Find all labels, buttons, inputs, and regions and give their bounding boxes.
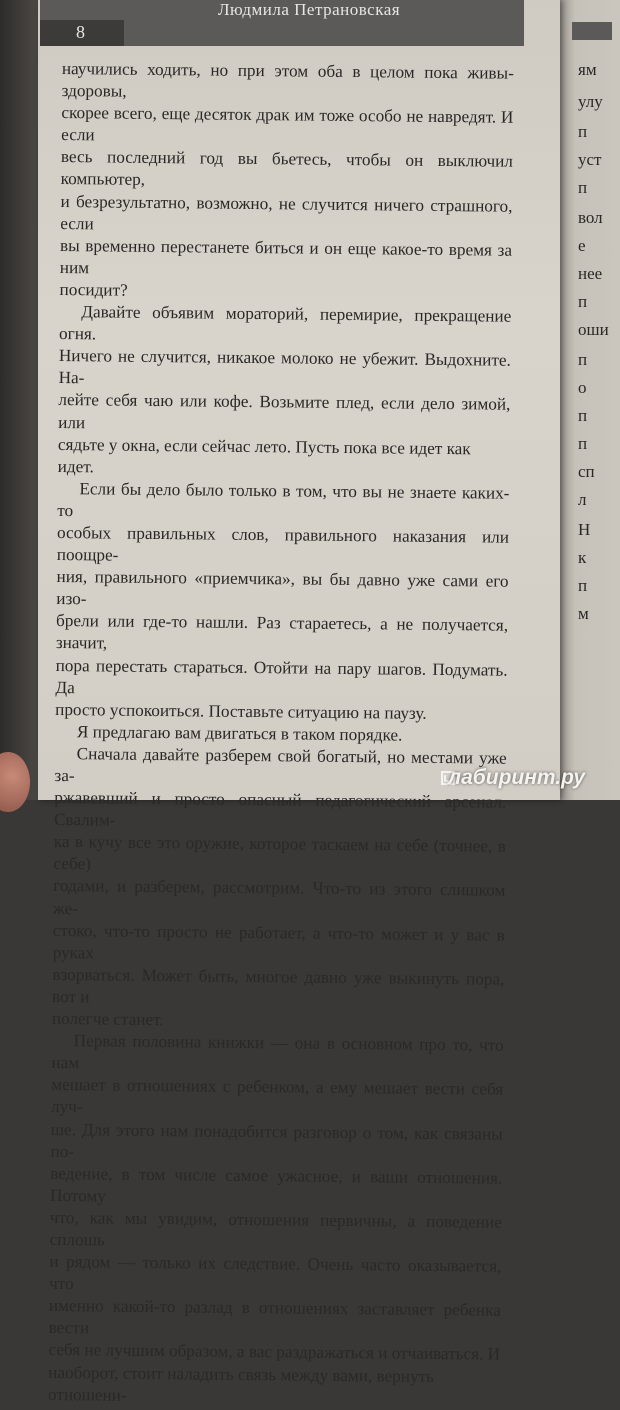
text-line: пора перестать стараться. Отойти на пару шагов. Подумать. Да bbox=[55, 655, 508, 697]
right-page-fragment: Н bbox=[578, 520, 591, 539]
text-line: просто успокоиться. Поставьте ситуацию на паузу. bbox=[55, 699, 427, 723]
right-page-fragment: п bbox=[578, 406, 588, 425]
text-line: весь последний год вы бьетесь, чтобы он выключил компьютер, bbox=[60, 147, 514, 190]
text-line: что, как мы увидим, отношения первичны, а поведение сплошь bbox=[49, 1207, 502, 1250]
right-page-fragment: улу bbox=[578, 92, 603, 111]
text-line: Первая половина книжки — она в основном про то, что нам bbox=[51, 1031, 504, 1073]
right-page bbox=[560, 0, 620, 800]
text-line: полегче станет. bbox=[51, 1008, 164, 1030]
text-line: именно какой-то разлад в отношениях заставляет ребенка вести bbox=[48, 1296, 502, 1338]
text-line: годами, и разберем, рассмотрим. Что-то из этого слишком же- bbox=[52, 876, 506, 918]
text-line: взорваться. Может быть, многое давно уже выкинуть пора, вот и bbox=[52, 964, 505, 1007]
text-line: посидит? bbox=[59, 279, 128, 300]
text-line: мешает в отношениях с ребенком, а ему мешает вести себя луч- bbox=[50, 1075, 504, 1117]
right-page-fragment: ям bbox=[578, 60, 597, 79]
text-line: ржавевший и просто опасный педагогический арсенал. Свалим- bbox=[53, 788, 507, 830]
right-page-header-bar bbox=[572, 22, 612, 40]
text-line: вы временно перестанете биться и он еще какое-то время за ним bbox=[59, 235, 513, 278]
right-page-fragment: к bbox=[578, 548, 587, 567]
running-head-author: Людмила Петрановская bbox=[218, 0, 401, 19]
text-line: Сначала давайте разберем свой богатый, но местами уже за- bbox=[54, 744, 507, 786]
right-page-fragment: п bbox=[578, 434, 588, 453]
text-line: сядьте у окна, если сейчас лето. Пусть пока все идет как идет. bbox=[57, 434, 471, 477]
text-line: ка в кучу все это оружие, которое таскаем на себе (точнее, в себе) bbox=[53, 832, 506, 874]
text-line: ше. Для этого нам понадобится разговор о том, как связаны по- bbox=[50, 1119, 503, 1161]
text-line: и безрезультатно, возможно, не случится ничего страшного, если bbox=[60, 191, 513, 233]
right-page-fragment: вол bbox=[578, 208, 603, 227]
text-line: стоко, что-то просто не работает, а что-то может и у вас в руках bbox=[52, 920, 505, 963]
page-number: 8 bbox=[76, 22, 85, 42]
text-line: брели или где-то нашли. Раз стараетесь, а не получается, значит, bbox=[55, 611, 509, 653]
right-page-fragment: п bbox=[578, 292, 588, 311]
text-line: ния, правильного «приемчика», вы бы давно уже сами его изо- bbox=[56, 567, 509, 609]
text-line: ведение, в том числе самое ужасное, и ваши отношения. Потому bbox=[49, 1163, 503, 1206]
text-line: и рядом — только их следствие. Очень часто оказывается, что bbox=[49, 1251, 502, 1294]
right-page-fragment: нее bbox=[578, 264, 603, 283]
right-page-fragment: п bbox=[578, 122, 588, 141]
text-line: Давайте объявим мораторий, перемирие, прекращение огня. bbox=[59, 302, 512, 344]
body-text bbox=[48, 58, 514, 1410]
right-page-fragment: уст bbox=[578, 150, 602, 169]
right-page-fragment: сп bbox=[578, 462, 595, 481]
text-line: наоборот, стоит наладить связь между вами, вернуть отношени- bbox=[47, 1362, 435, 1405]
watermark: лабиринт.ру bbox=[448, 766, 586, 789]
text-line: Я предлагаю вам двигаться в таком порядке. bbox=[76, 722, 403, 745]
text-line: Ничего не случится, никакое молоко не убежит. Выдохните. На- bbox=[58, 346, 511, 388]
right-page-fragment: оши bbox=[578, 320, 609, 339]
text-line: себя не лучшим образом, а вас раздражаться и отчаиваться. И bbox=[48, 1340, 501, 1365]
text-line: скорее всего, еще десяток драк им тоже особо не навредят. И если bbox=[61, 103, 514, 145]
right-page-fragment: л bbox=[578, 490, 587, 509]
text-line: Если бы дело было только в том, что вы не знаете каких-то bbox=[57, 478, 510, 521]
right-page-fragment: м bbox=[578, 604, 589, 623]
right-page-fragment: п bbox=[578, 178, 588, 197]
text-line: особых правильных слов, правильного наказания или поощре- bbox=[56, 522, 510, 565]
right-page-fragment: о bbox=[578, 378, 587, 397]
right-page-fragment: п bbox=[578, 576, 588, 595]
right-page-fragment: е bbox=[578, 236, 586, 255]
right-page-fragment: п bbox=[578, 350, 588, 369]
text-line: лейте себя чаю или кофе. Возьмите плед, если дело зимой, или bbox=[58, 390, 511, 432]
thumb bbox=[0, 752, 30, 812]
text-line: научились ходить, но при этом оба в целом пока живы-здоровы, bbox=[61, 58, 514, 101]
